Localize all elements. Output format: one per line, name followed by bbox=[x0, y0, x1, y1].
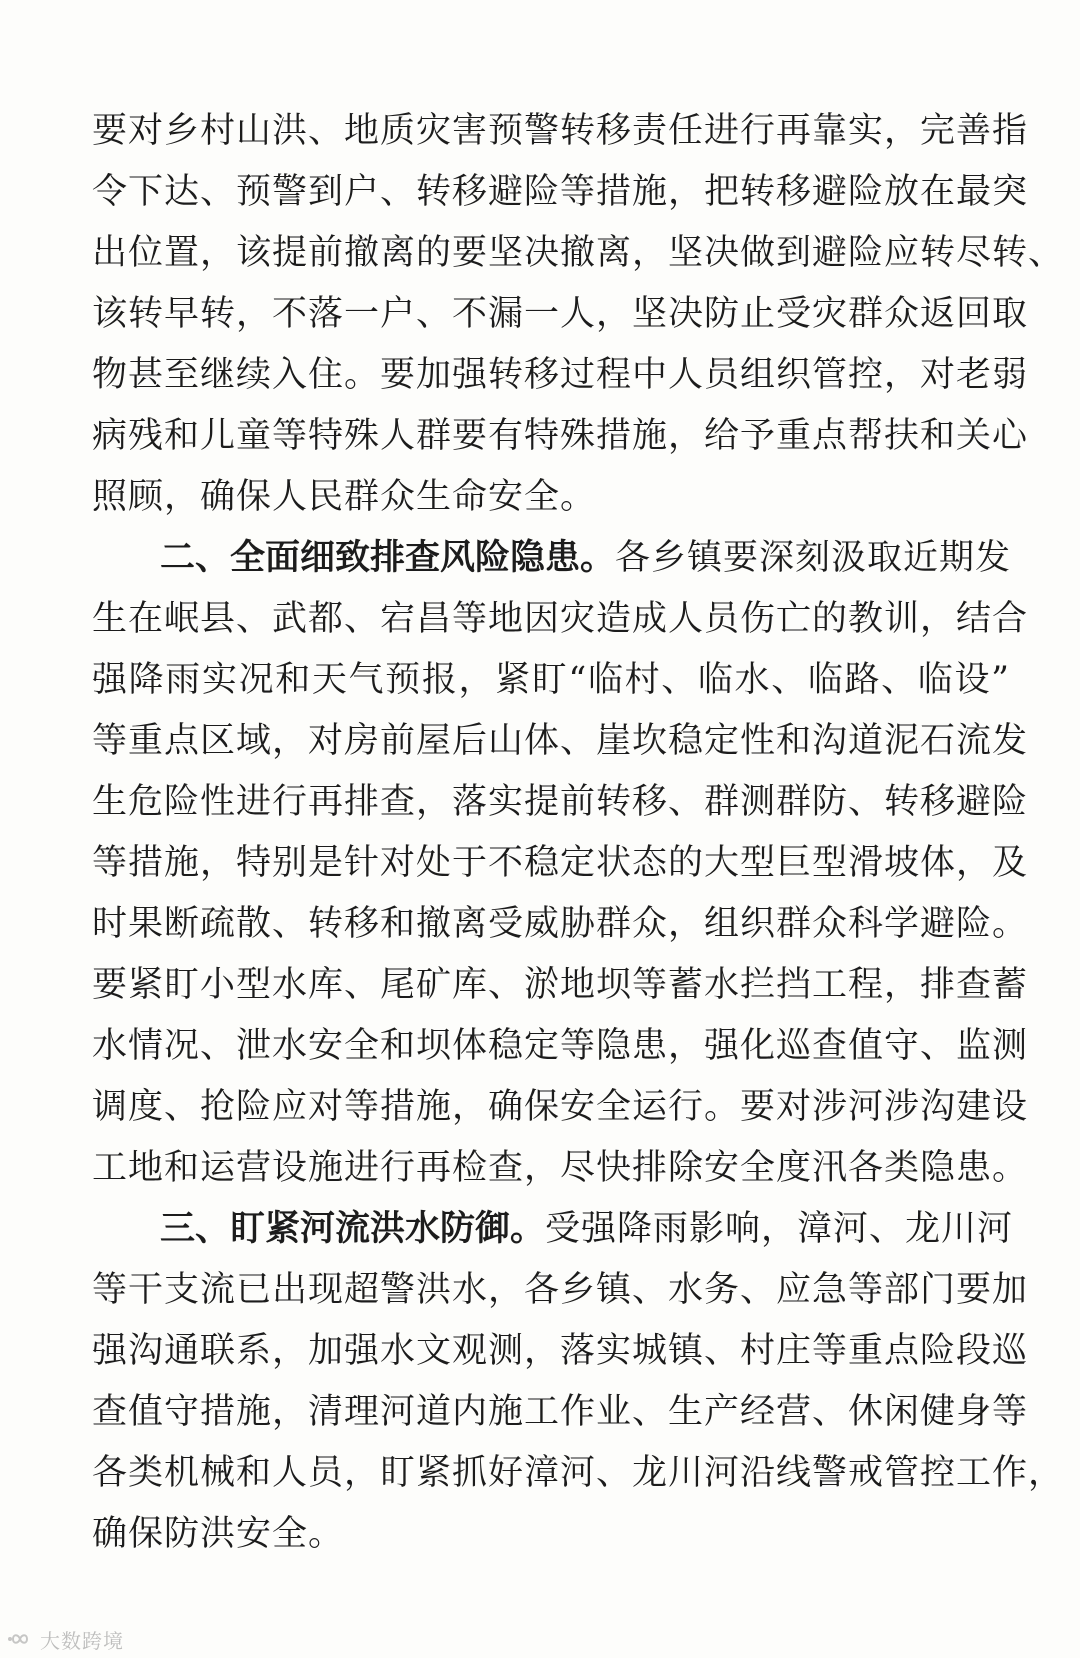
paragraph-line: 照顾，确保人民群众生命安全。 bbox=[92, 477, 597, 517]
paragraph-line: 等重点区域，对房前屋后山体、崖坎稳定性和沟道泥石流发 bbox=[92, 721, 1029, 761]
paragraph-line: 时果断疏散、转移和撤离受威胁群众，组织群众科学避险。 bbox=[92, 904, 1029, 944]
watermark bbox=[6, 1624, 124, 1654]
paragraph-line: 生危险性进行再排查，落实提前转移、群测群防、转移避险 bbox=[92, 782, 1029, 822]
paragraph-line: 要对乡村山洪、地质灾害预警转移责任进行再靠实，完善指 bbox=[92, 111, 1029, 151]
paragraph-line: 确保防洪安全。 bbox=[92, 1514, 345, 1554]
section-3-first-line-text: 受强降雨影响，漳河、龙川河 bbox=[545, 1209, 1014, 1249]
paragraph-line: 水情况、泄水安全和坝体稳定等隐患，强化巡查值守、监测 bbox=[92, 1026, 1029, 1066]
section-3-first-line bbox=[160, 1196, 1014, 1262]
section-2-heading: 二、全面细致排查风险隐患。 bbox=[160, 538, 616, 578]
paragraph-line: 该转早转，不落一户、不漏一人，坚决防止受灾群众返回取 bbox=[92, 294, 1029, 334]
paragraph-line: 强降雨实况和天气预报，紧盯“临村、临水、临路、临设” bbox=[92, 660, 1010, 700]
watermark-text: 大数跨境 bbox=[40, 1628, 124, 1653]
paragraph-line: 出位置，该提前撤离的要坚决撤离，坚决做到避险应转尽转、 bbox=[92, 233, 1065, 273]
paragraph-line: 调度、抢险应对等措施，确保安全运行。要对涉河涉沟建设 bbox=[92, 1087, 1029, 1127]
section-2-first-line bbox=[160, 525, 1010, 591]
paragraph-line: 工地和运营设施进行再检查，尽快排除安全度汛各类隐患。 bbox=[92, 1148, 1029, 1188]
infinity-logo-icon bbox=[6, 1629, 34, 1649]
paragraph-line: 各类机械和人员，盯紧抓好漳河、龙川河沿线警戒管控工作， bbox=[92, 1453, 1065, 1493]
section-2-first-line-text: 各乡镇要深刻汲取近期发 bbox=[615, 538, 1012, 578]
paragraph-line: 查值守措施，清理河道内施工作业、生产经营、休闲健身等 bbox=[92, 1392, 1029, 1432]
paragraph-line: 强沟通联系，加强水文观测，落实城镇、村庄等重点险段巡 bbox=[92, 1331, 1029, 1371]
paragraph-line: 令下达、预警到户、转移避险等措施，把转移避险放在最突 bbox=[92, 172, 1029, 212]
paragraph-line: 等措施，特别是针对处于不稳定状态的大型巨型滑坡体，及 bbox=[92, 843, 1029, 883]
paragraph-line: 等干支流已出现超警洪水，各乡镇、水务、应急等部门要加 bbox=[92, 1270, 1029, 1310]
paragraph-line: 物甚至继续入住。要加强转移过程中人员组织管控，对老弱 bbox=[92, 355, 1029, 395]
paragraph-line: 病残和儿童等特殊人群要有特殊措施，给予重点帮扶和关心 bbox=[92, 416, 1029, 456]
paragraph-line: 要紧盯小型水库、尾矿库、淤地坝等蓄水拦挡工程，排查蓄 bbox=[92, 965, 1029, 1005]
paragraph-line: 生在岷县、武都、宕昌等地因灾造成人员伤亡的教训，结合 bbox=[92, 599, 1029, 639]
section-3-heading: 三、盯紧河流洪水防御。 bbox=[160, 1209, 546, 1249]
